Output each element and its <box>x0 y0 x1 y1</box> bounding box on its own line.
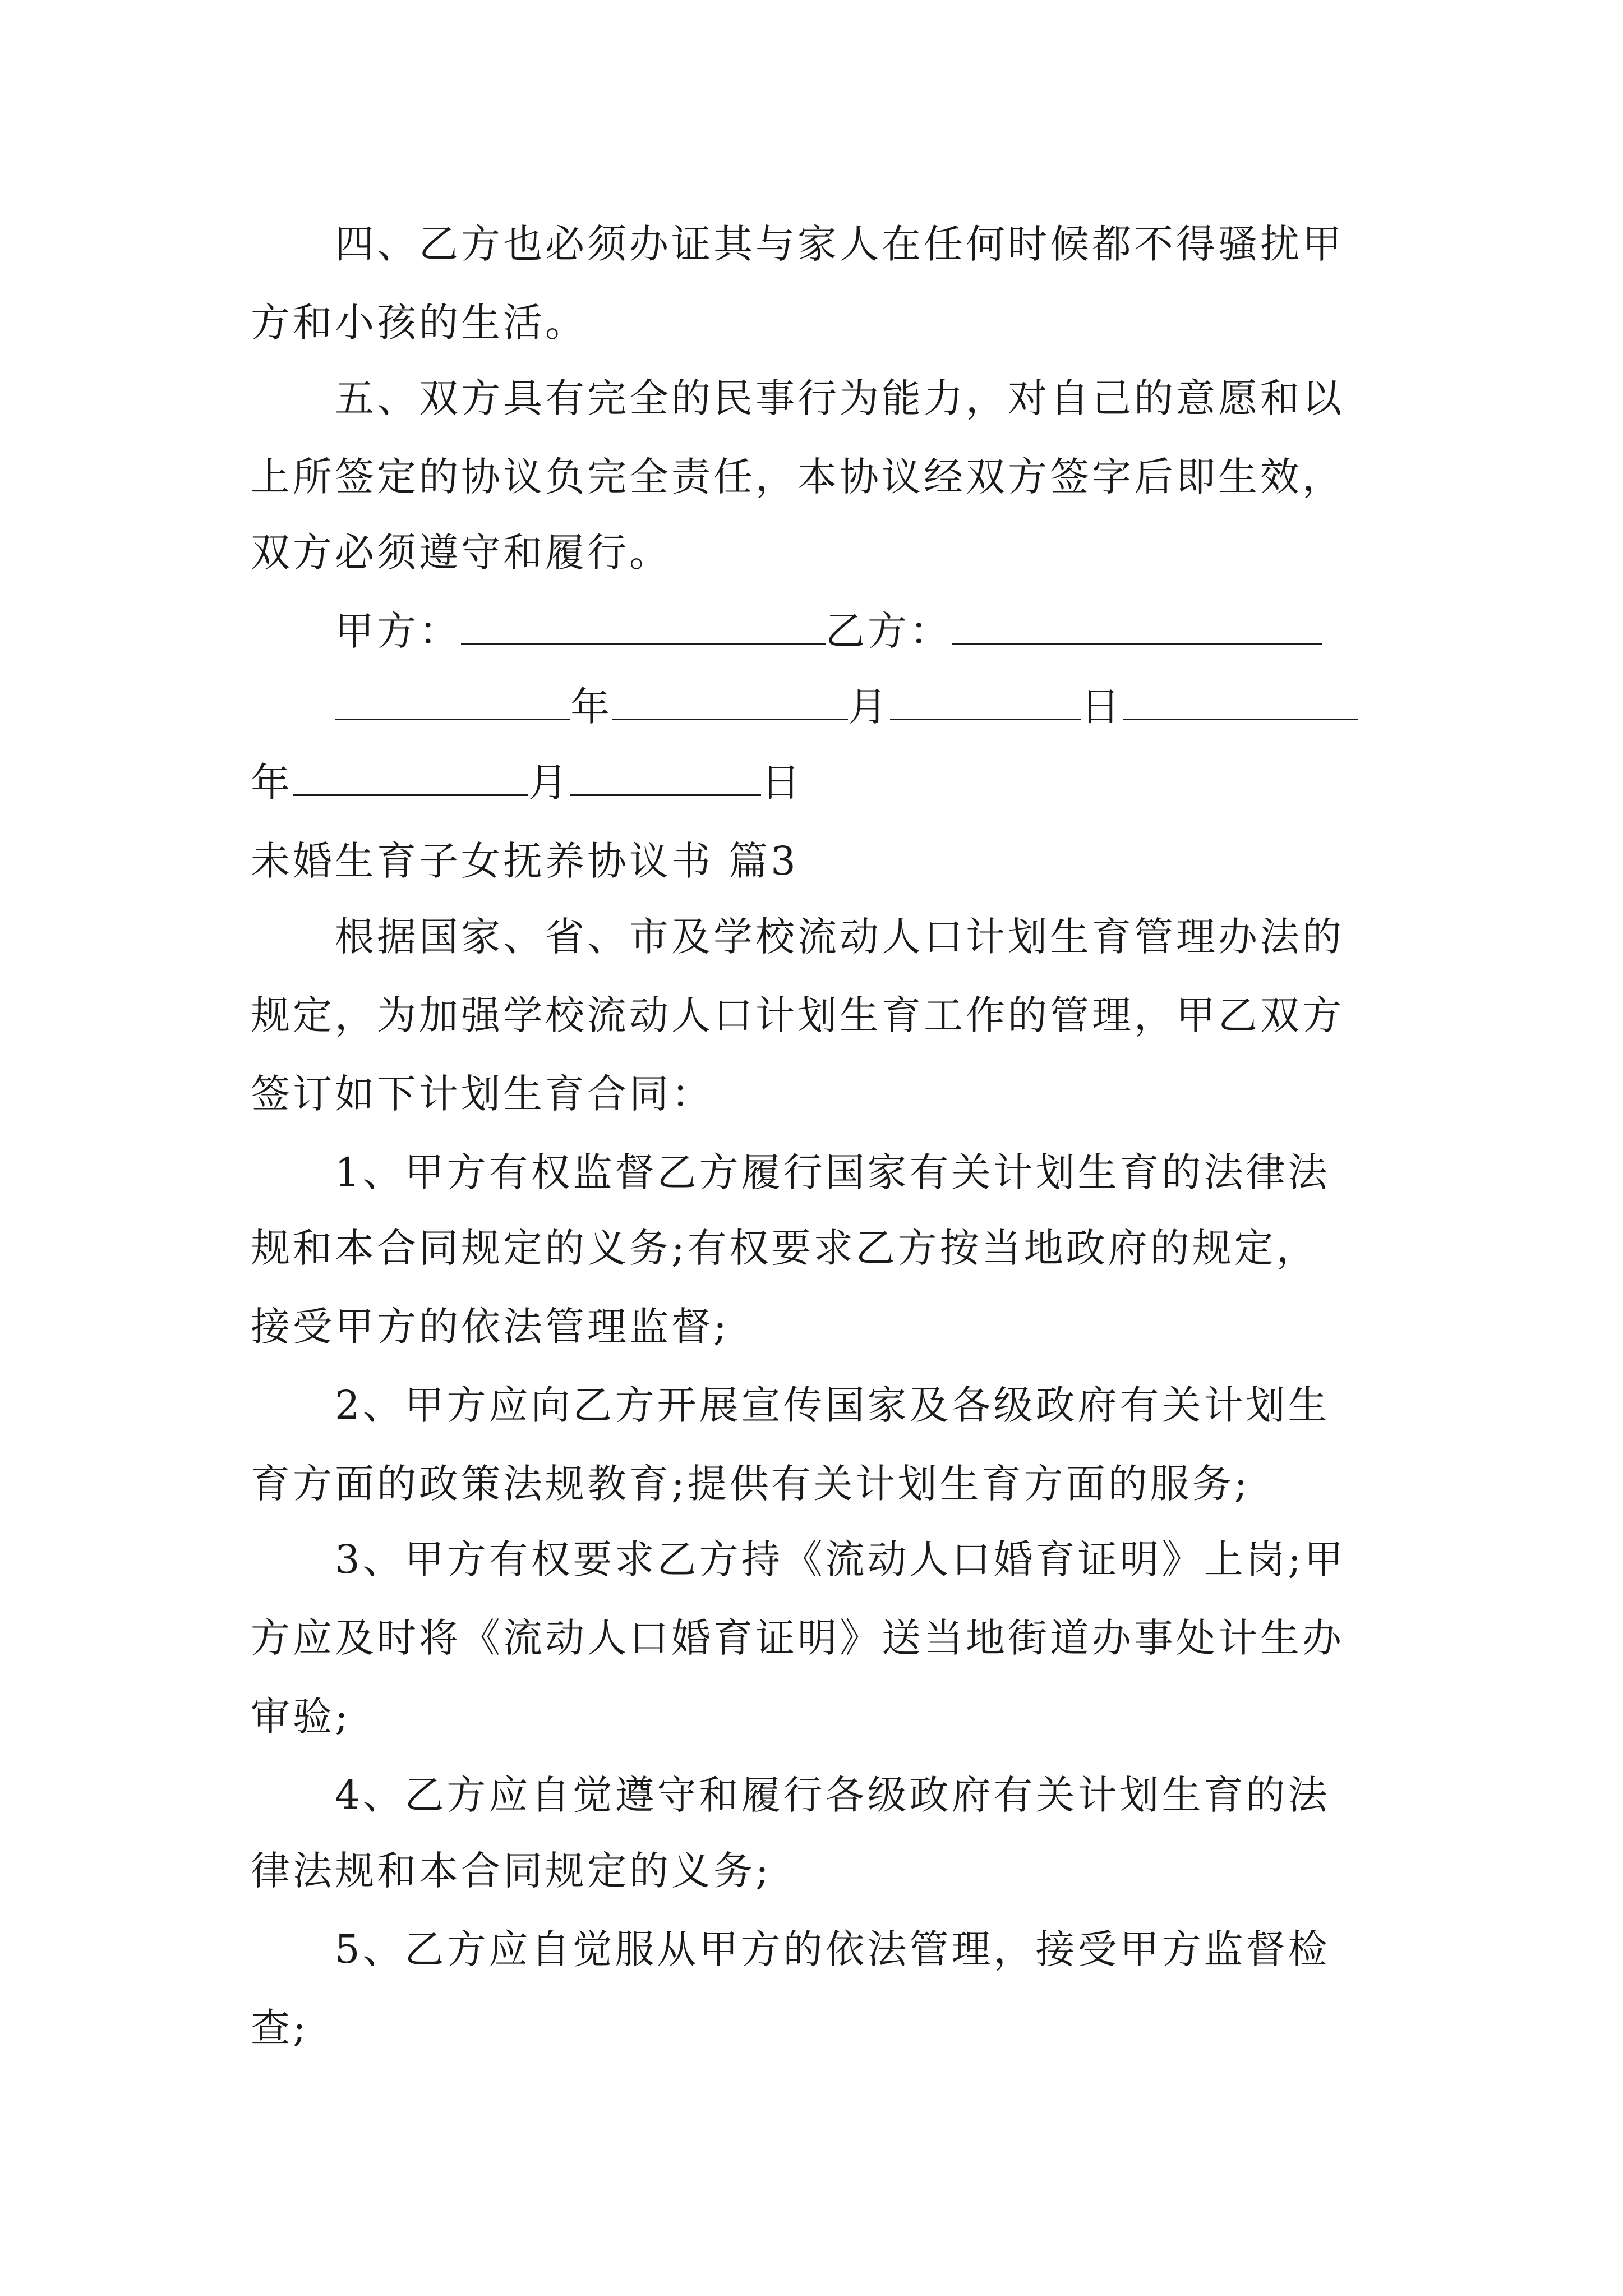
intro-line-3: 签订如下计划生育合同： <box>251 1071 713 1117</box>
date-b-day-blank <box>570 761 761 796</box>
paragraph-5-line-3: 双方必须遵守和履行。 <box>251 530 671 576</box>
clause-1-line-2: 规和本合同规定的义务;有权要求乙方按当地政府的规定， <box>251 1225 1318 1271</box>
signature-date-line-b <box>251 743 803 822</box>
clause-1-line-1: 1、甲方有权监督乙方履行国家有关计划生育的法律法 <box>335 1149 1330 1195</box>
clause-2-line-2: 育方面的政策法规教育;提供有关计划生育方面的服务; <box>251 1461 1251 1507</box>
date-a-day-label: 日 <box>1081 684 1123 730</box>
intro-line-1: 根据国家、省、市及学校流动人口计划生育管理办法的 <box>335 914 1344 960</box>
clause-4-line-1: 4、乙方应自觉遵守和履行各级政府有关计划生育的法 <box>335 1772 1330 1818</box>
party-b-signature-blank <box>952 609 1322 645</box>
section-title: 未婚生育子女抚养协议书 篇3 <box>251 838 799 884</box>
clause-2-line-1: 2、甲方应向乙方开展宣传国家及各级政府有关计划生 <box>335 1382 1330 1428</box>
party-b-label: 乙方： <box>826 608 952 654</box>
date-a-year-label: 年 <box>570 684 612 730</box>
date-b-year-blank <box>1123 685 1358 720</box>
clause-3-line-2: 方应及时将《流动人口婚育证明》送当地街道办事处计生办 <box>251 1615 1344 1661</box>
clause-4-line-2: 律法规和本合同规定的义务; <box>251 1848 772 1894</box>
date-b-month-blank <box>293 761 528 796</box>
date-b-month-label: 月 <box>528 760 570 806</box>
signature-date-line-a <box>335 668 1358 746</box>
clause-5-line-2: 查; <box>251 2005 309 2051</box>
clause-3-line-1: 3、甲方有权要求乙方持《流动人口婚育证明》上岗;甲 <box>335 1536 1347 1582</box>
party-a-signature-blank <box>461 609 826 645</box>
date-a-month-blank <box>612 685 848 720</box>
paragraph-5-line-2: 上所签定的协议负完全责任，本协议经双方签字后即生效， <box>251 454 1344 500</box>
clause-1-line-3: 接受甲方的依法管理监督; <box>251 1304 730 1350</box>
date-b-day-label: 日 <box>761 760 803 806</box>
paragraph-4-line-2: 方和小孩的生活。 <box>251 300 587 346</box>
date-a-month-label: 月 <box>848 684 890 730</box>
date-b-year-label: 年 <box>251 760 293 806</box>
date-a-year-blank <box>335 685 570 720</box>
date-a-day-blank <box>890 685 1081 720</box>
clause-3-line-3: 审验; <box>251 1694 351 1740</box>
signature-parties-line <box>335 592 1322 670</box>
intro-line-2: 规定，为加强学校流动人口计划生育工作的管理，甲乙双方 <box>251 992 1344 1038</box>
party-a-label: 甲方： <box>335 608 461 654</box>
paragraph-5-line-1: 五、双方具有完全的民事行为能力，对自己的意愿和以 <box>335 375 1344 421</box>
clause-5-line-1: 5、乙方应自觉服从甲方的依法管理，接受甲方监督检 <box>335 1926 1330 1972</box>
paragraph-4-line-1: 四、乙方也必须办证其与家人在任何时候都不得骚扰甲 <box>335 221 1344 267</box>
